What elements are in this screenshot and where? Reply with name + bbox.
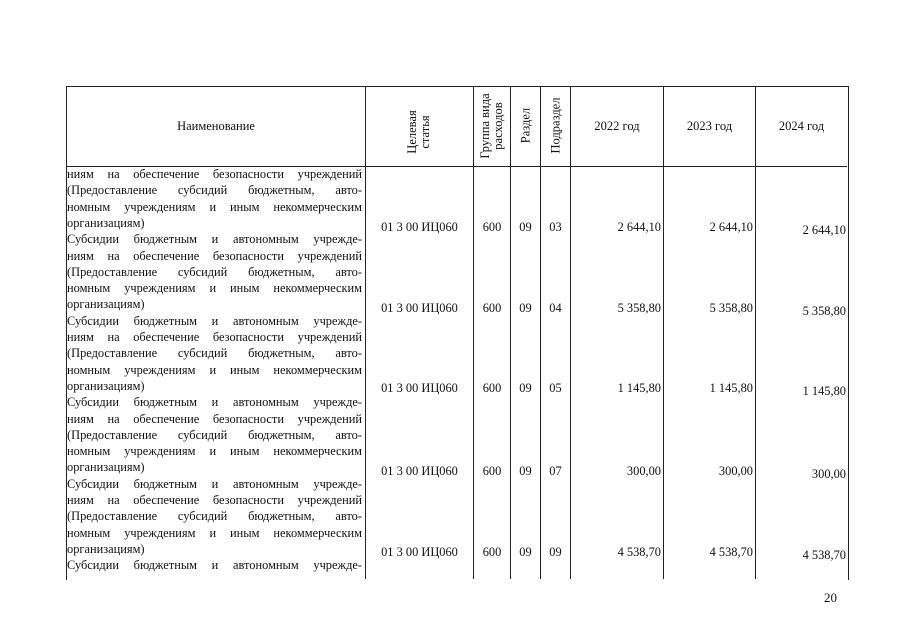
header-section <box>511 87 540 166</box>
cell-target: 01 3 00 ИЦ060 <box>381 220 458 234</box>
cell-target: 01 3 00 ИЦ060 <box>381 545 458 559</box>
name-line: ниям на обеспечение безопасности учреждений <box>67 493 362 507</box>
name-line: (Предоставление субсидий бюджетным, авто- <box>67 427 362 442</box>
cell-section: 09 <box>519 301 532 315</box>
cell-section: 09 <box>519 464 532 478</box>
cell-target: 01 3 00 ИЦ060 <box>381 301 458 315</box>
cell-group: 600 <box>482 545 502 559</box>
cell-2022: 2 644,10 <box>617 220 661 234</box>
cell-subsection: 03 <box>549 220 562 234</box>
name-line: Субсидии бюджетным и автономным учрежде- <box>67 476 362 491</box>
name-line: номным учреждениям и иным некоммерческим <box>67 199 362 214</box>
column-divider <box>755 86 756 579</box>
name-line: организациям) <box>67 297 145 312</box>
name-line: Субсидии бюджетным и автономным учрежде- <box>67 558 362 573</box>
cell-subsection: 05 <box>549 381 562 395</box>
name-line: (Предоставление субсидий бюджетным, авто- <box>67 346 362 361</box>
header-year-2022: 2022 год <box>594 119 640 133</box>
cell-subsection: 09 <box>549 545 562 559</box>
cell-2023: 5 358,80 <box>709 301 753 315</box>
cell-2024: 5 358,80 <box>802 304 846 318</box>
name-line: Субсидии бюджетным и автономным учрежде- <box>67 232 362 247</box>
name-line: номным учреждениям и иным некоммерческим <box>67 444 362 459</box>
column-divider <box>663 86 664 579</box>
cell-2023: 1 145,80 <box>709 381 753 395</box>
header-group-line2: расходов <box>491 102 505 150</box>
cell-section: 09 <box>519 545 532 559</box>
cell-2022: 300,00 <box>626 464 661 478</box>
header-group-line1: Группа вида <box>478 93 492 159</box>
cell-2024: 1 145,80 <box>802 384 846 398</box>
cell-2023: 300,00 <box>718 464 753 478</box>
name-line: номным учреждениям и иным некоммерческим <box>67 525 362 540</box>
name-line: ниям на обеспечение безопасности учреждений <box>67 411 362 426</box>
header-group <box>474 87 510 166</box>
cell-target: 01 3 00 ИЦ060 <box>381 464 458 478</box>
name-line: организациям) <box>67 378 145 393</box>
header-name: Наименование <box>177 119 255 133</box>
name-line: номным учреждениям и иным некоммерческим <box>67 362 362 377</box>
cell-2023: 4 538,70 <box>709 545 753 559</box>
column-divider <box>570 86 571 579</box>
name-line: ниям на обеспечение безопасности учреждений <box>67 330 362 344</box>
cell-target: 01 3 00 ИЦ060 <box>381 381 458 395</box>
cell-2022: 1 145,80 <box>617 381 661 395</box>
name-line: организациям) <box>67 541 145 556</box>
cell-section: 09 <box>519 381 532 395</box>
name-line: Субсидии бюджетным и автономным учрежде- <box>67 395 362 410</box>
cell-section: 09 <box>519 220 532 234</box>
header-subsection <box>541 87 570 166</box>
name-line: ниям на обеспечение безопасности учреждений <box>67 167 362 181</box>
header-year-2023: 2023 год <box>686 119 733 133</box>
name-line: (Предоставление субсидий бюджетным, авто- <box>67 183 362 198</box>
cell-2023: 2 644,10 <box>709 220 753 234</box>
page-number: 20 <box>824 590 837 605</box>
header-target <box>366 87 473 166</box>
header-target-line2: статья <box>418 115 432 149</box>
header-target-line1: Целевая <box>405 110 419 154</box>
header-year-2024: 2024 год <box>778 119 825 133</box>
cell-subsection: 04 <box>549 301 562 315</box>
cell-group: 600 <box>482 301 502 315</box>
cell-2022: 5 358,80 <box>617 301 661 315</box>
name-line: Субсидии бюджетным и автономным учрежде- <box>67 313 362 328</box>
name-line: организациям) <box>67 460 145 475</box>
cell-2024: 4 538,70 <box>802 548 846 562</box>
cell-2024: 2 644,10 <box>802 223 846 237</box>
header-section-label: Раздел <box>518 107 533 144</box>
name-line: (Предоставление субсидий бюджетным, авто- <box>67 509 362 524</box>
cell-2024: 300,00 <box>811 467 846 481</box>
cell-group: 600 <box>482 381 502 395</box>
name-line: номным учреждениям и иным некоммерческим <box>67 281 362 296</box>
header-subsection-label: Подраздел <box>548 97 563 154</box>
cell-subsection: 07 <box>549 464 562 478</box>
cell-2022: 4 538,70 <box>617 545 661 559</box>
cell-group: 600 <box>482 464 502 478</box>
name-line: ниям на обеспечение безопасности учреждений <box>67 248 362 263</box>
name-line: (Предоставление субсидий бюджетным, авто- <box>67 264 362 279</box>
cell-group: 600 <box>482 220 502 234</box>
name-line: организациям) <box>67 215 145 230</box>
